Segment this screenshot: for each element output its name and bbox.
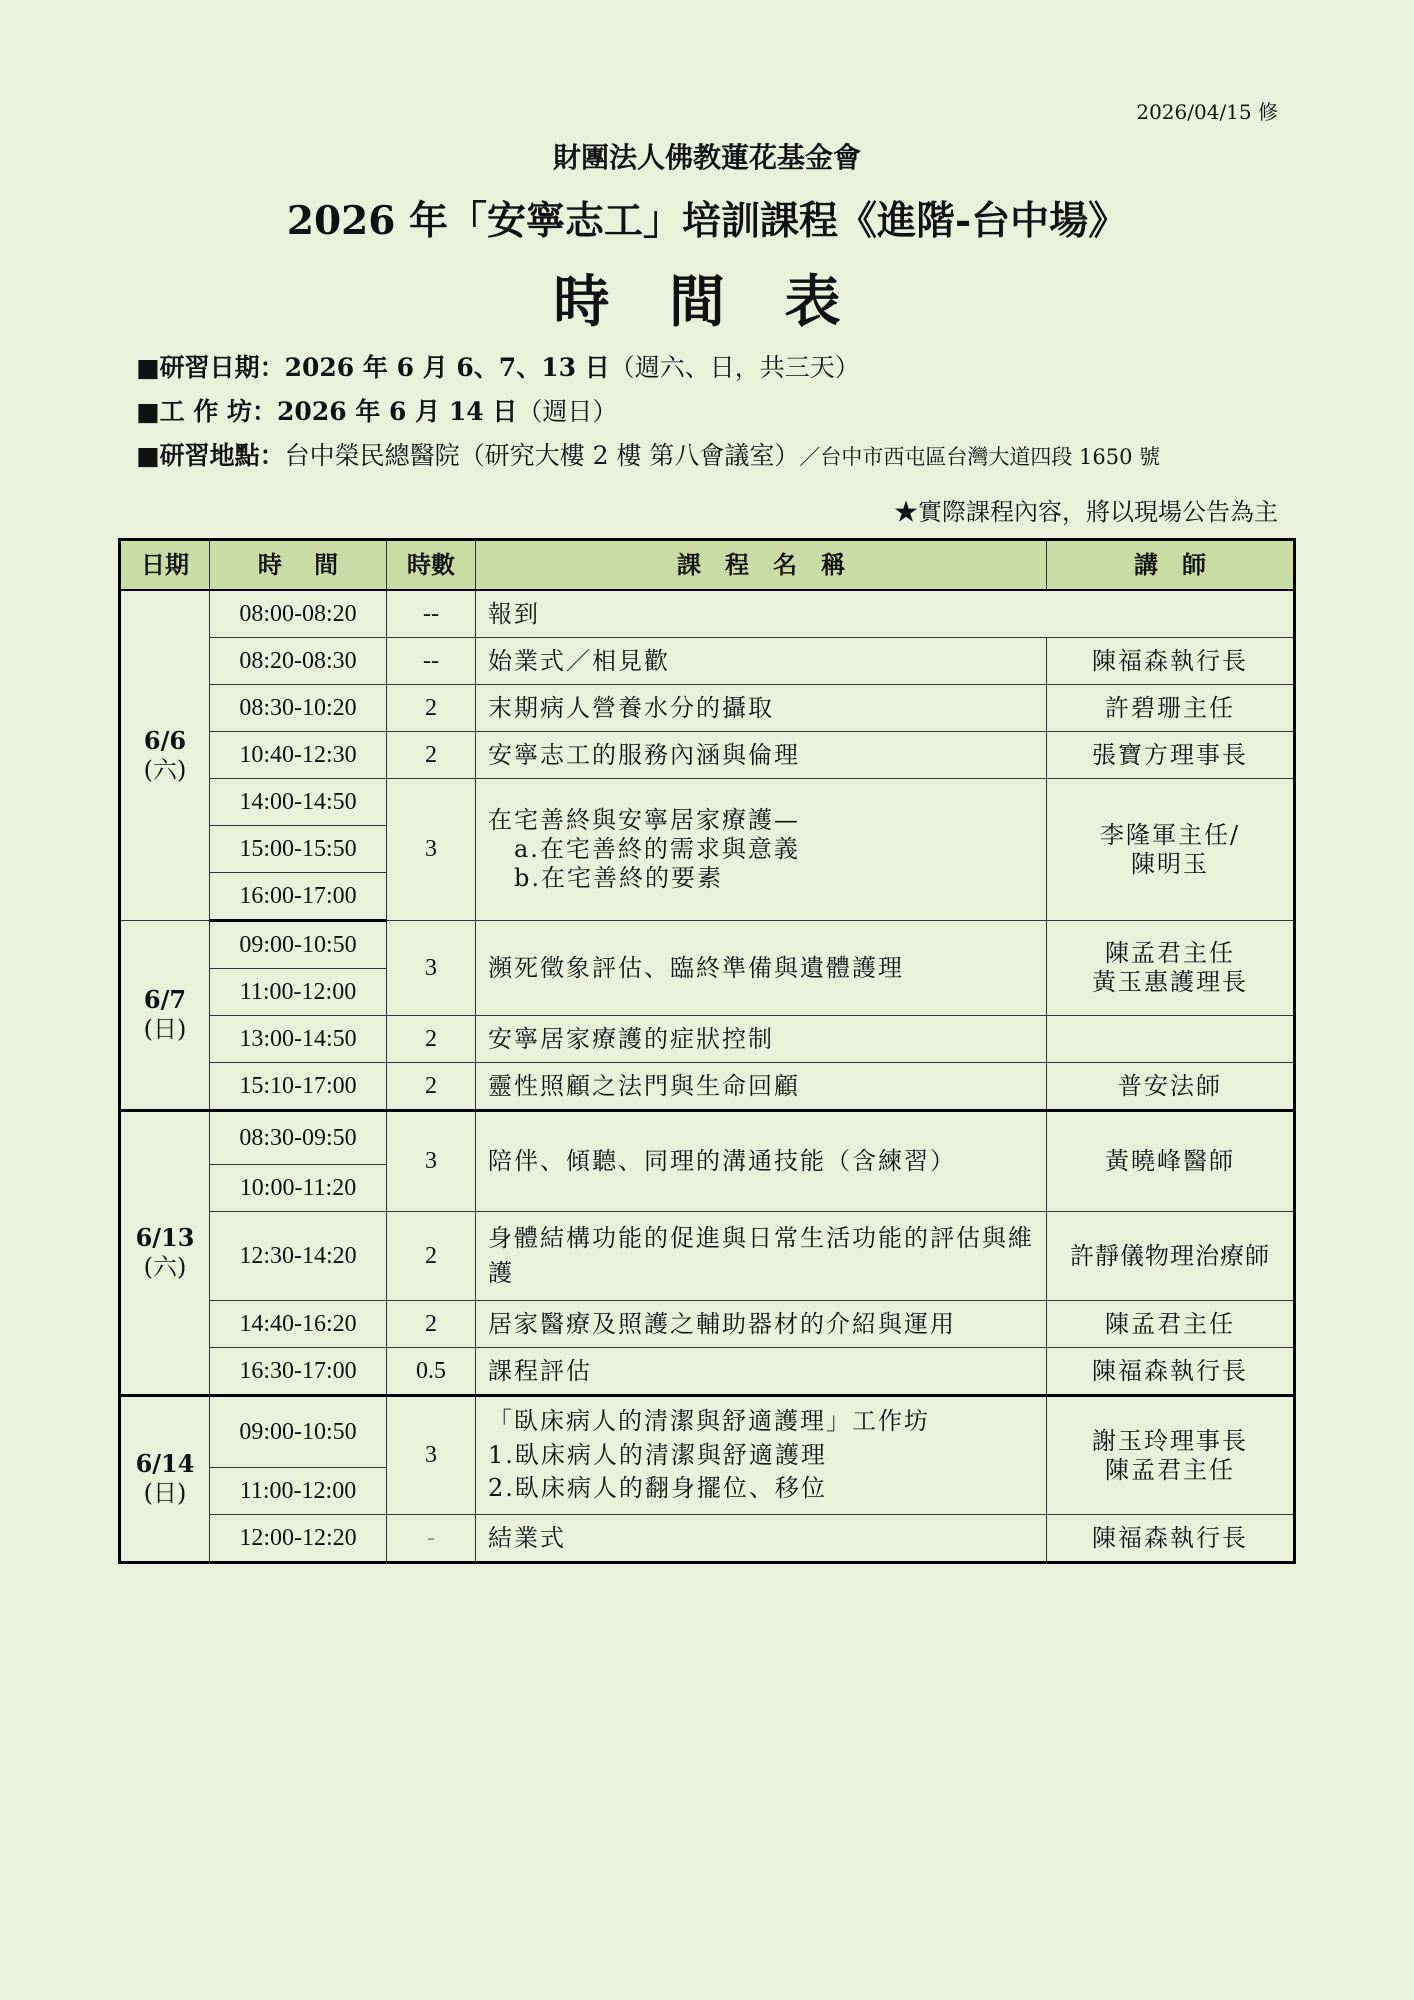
teacher-line: 陳孟君主任 [1105,939,1235,968]
time-cell: 14:40-16:20 [210,1301,387,1348]
time-cell: 15:10-17:00 [210,1063,387,1111]
weekday-label: (六) [143,1253,187,1281]
hours-cell: - [387,1515,476,1563]
hours-cell: 3 [387,1396,476,1515]
table-row [120,1063,1295,1111]
date-cell-day4 [120,1396,210,1563]
time-cell: 16:00-17:00 [210,873,387,921]
teacher-cell [1047,1016,1295,1063]
course-line: 在宅善終與安寧居家療護— [488,806,800,835]
hours-cell: 2 [387,1212,476,1301]
location-value: 台中榮民總醫院（研究大樓 2 樓 第八會議室） [284,441,800,470]
weekday-label: (六) [143,755,187,784]
table-row [120,1111,1295,1165]
table-header-row [120,540,1295,591]
time-cell: 16:30-17:00 [210,1348,387,1396]
course-cell [476,1396,1047,1515]
time-cell: 09:00-10:50 [210,1396,387,1468]
course-line: a.在宅善終的需求與意義 [514,835,800,864]
info-training-dates [136,348,860,384]
header-teacher: 講 師 [1047,540,1295,591]
course-cell: 始業式／相見歡 [476,638,1047,685]
hours-cell: -- [387,590,476,638]
course-cell: 末期病人營養水分的攝取 [476,685,1047,732]
teacher-cell: 陳孟君主任 [1047,1301,1295,1348]
revision-date: 2026/04/15 修 [1136,100,1278,124]
location-label: ■研習地點： [136,441,285,470]
teacher-cell [1047,779,1295,921]
teacher-cell: 陳福森執行長 [1047,638,1295,685]
header-course: 課 程 名 稱 [476,540,1047,591]
time-cell: 11:00-12:00 [210,1468,387,1515]
course-cell [476,779,1047,921]
hours-cell: -- [387,638,476,685]
course-cell: 陪伴、傾聽、同理的溝通技能（含練習） [476,1111,1047,1212]
teacher-cell [1047,1396,1295,1515]
time-cell: 15:00-15:50 [210,826,387,873]
table-row [120,1016,1295,1063]
time-cell: 08:30-10:20 [210,685,387,732]
date-label: 6/14 [135,1449,195,1479]
time-cell: 08:30-09:50 [210,1111,387,1165]
time-cell: 08:00-08:20 [210,590,387,638]
course-cell: 瀕死徵象評估、臨終準備與遺體護理 [476,921,1047,1016]
document-subtitle: 時 間 表 [553,269,861,335]
info-location [136,436,1160,472]
course-line: 1.臥床病人的清潔與舒適護理 [488,1440,827,1469]
table-row [120,1515,1295,1563]
hours-cell: 2 [387,1063,476,1111]
teacher-cell: 普安法師 [1047,1063,1295,1111]
date-cell-day3 [120,1111,210,1396]
date-label: 6/13 [135,1223,195,1253]
hours-cell: 2 [387,732,476,779]
course-cell: 身體結構功能的促進與日常生活功能的評估與維護 [476,1212,1047,1301]
teacher-cell: 張寶方理事長 [1047,732,1295,779]
date-cell-day1 [120,590,210,921]
teacher-line: 謝玉玲理事長 [1092,1426,1248,1455]
teacher-cell: 陳福森執行長 [1047,1348,1295,1396]
table-row [120,590,1295,638]
teacher-line: 陳明玉 [1131,849,1209,878]
hours-cell: 2 [387,1016,476,1063]
hours-cell: 3 [387,779,476,921]
time-cell: 14:00-14:50 [210,779,387,826]
teacher-cell [1047,921,1295,1016]
course-cell: 靈性照顧之法門與生命回顧 [476,1063,1047,1111]
training-dates-note: （週六、日，共三天） [609,353,860,382]
teacher-cell: 許碧珊主任 [1047,685,1295,732]
course-line: 2.臥床病人的翻身擺位、移位 [488,1474,827,1503]
table-row [120,921,1295,969]
document-title: 2026 年「安寧志工」培訓課程《進階-台中場》 [286,198,1128,244]
organization-name: 財團法人佛教蓮花基金會 [552,141,861,174]
table-row [120,1348,1295,1396]
course-cell: 安寧居家療護的症狀控制 [476,1016,1047,1063]
teacher-line: 黃玉惠護理長 [1092,968,1248,996]
course-line: 「臥床病人的清潔與舒適護理」工作坊 [488,1407,930,1436]
course-line: b.在宅善終的要素 [514,863,723,892]
notice-text: ★實際課程內容，將以現場公告為主 [894,498,1278,526]
header-date: 日期 [120,540,210,591]
hours-cell: 0.5 [387,1348,476,1396]
teacher-line: 李隆軍主任/ [1099,820,1241,849]
training-dates-label: ■研習日期： [136,353,285,382]
hours-cell: 2 [387,1301,476,1348]
time-cell: 11:00-12:00 [210,969,387,1016]
time-cell: 12:30-14:20 [210,1212,387,1301]
teacher-line: 陳孟君主任 [1105,1455,1235,1484]
hours-cell: 3 [387,921,476,1016]
time-cell: 10:00-11:20 [210,1165,387,1212]
time-cell: 13:00-14:50 [210,1016,387,1063]
table-row [120,685,1295,732]
date-label: 6/6 [143,725,187,755]
teacher-cell: 黃曉峰醫師 [1047,1111,1295,1212]
header-time: 時 間 [210,540,387,591]
teacher-cell: 陳福森執行長 [1047,1515,1295,1563]
training-dates-value: 2026 年 6 月 6、7、13 日 [284,353,610,382]
course-cell: 報到 [476,590,1295,638]
table-row [120,1396,1295,1468]
table-row [120,779,1295,826]
course-cell: 居家醫療及照護之輔助器材的介紹與運用 [476,1301,1047,1348]
course-cell: 安寧志工的服務內涵與倫理 [476,732,1047,779]
date-label: 6/7 [143,985,187,1015]
location-address: ／台中市西屯區台灣大道四段 1650 號 [799,445,1161,469]
hours-cell: 3 [387,1111,476,1212]
time-cell: 12:00-12:20 [210,1515,387,1563]
workshop-note: （週日） [517,397,618,426]
course-cell: 課程評估 [476,1348,1047,1396]
weekday-label: (日) [143,1015,187,1043]
weekday-label: (日) [143,1479,187,1507]
header-hours: 時數 [387,540,476,591]
time-cell: 10:40-12:30 [210,732,387,779]
info-workshop [136,392,617,428]
table-row [120,732,1295,779]
course-cell: 結業式 [476,1515,1047,1563]
time-cell: 09:00-10:50 [210,921,387,969]
teacher-cell: 許靜儀物理治療師 [1047,1212,1295,1301]
workshop-label: ■工 作 坊： [136,397,278,426]
table-row [120,1301,1295,1348]
hours-cell: 2 [387,685,476,732]
time-cell: 08:20-08:30 [210,638,387,685]
schedule-table [118,538,1296,1564]
workshop-value: 2026 年 6 月 14 日 [277,397,518,426]
date-cell-day2 [120,921,210,1111]
table-row [120,1212,1295,1301]
table-row [120,638,1295,685]
